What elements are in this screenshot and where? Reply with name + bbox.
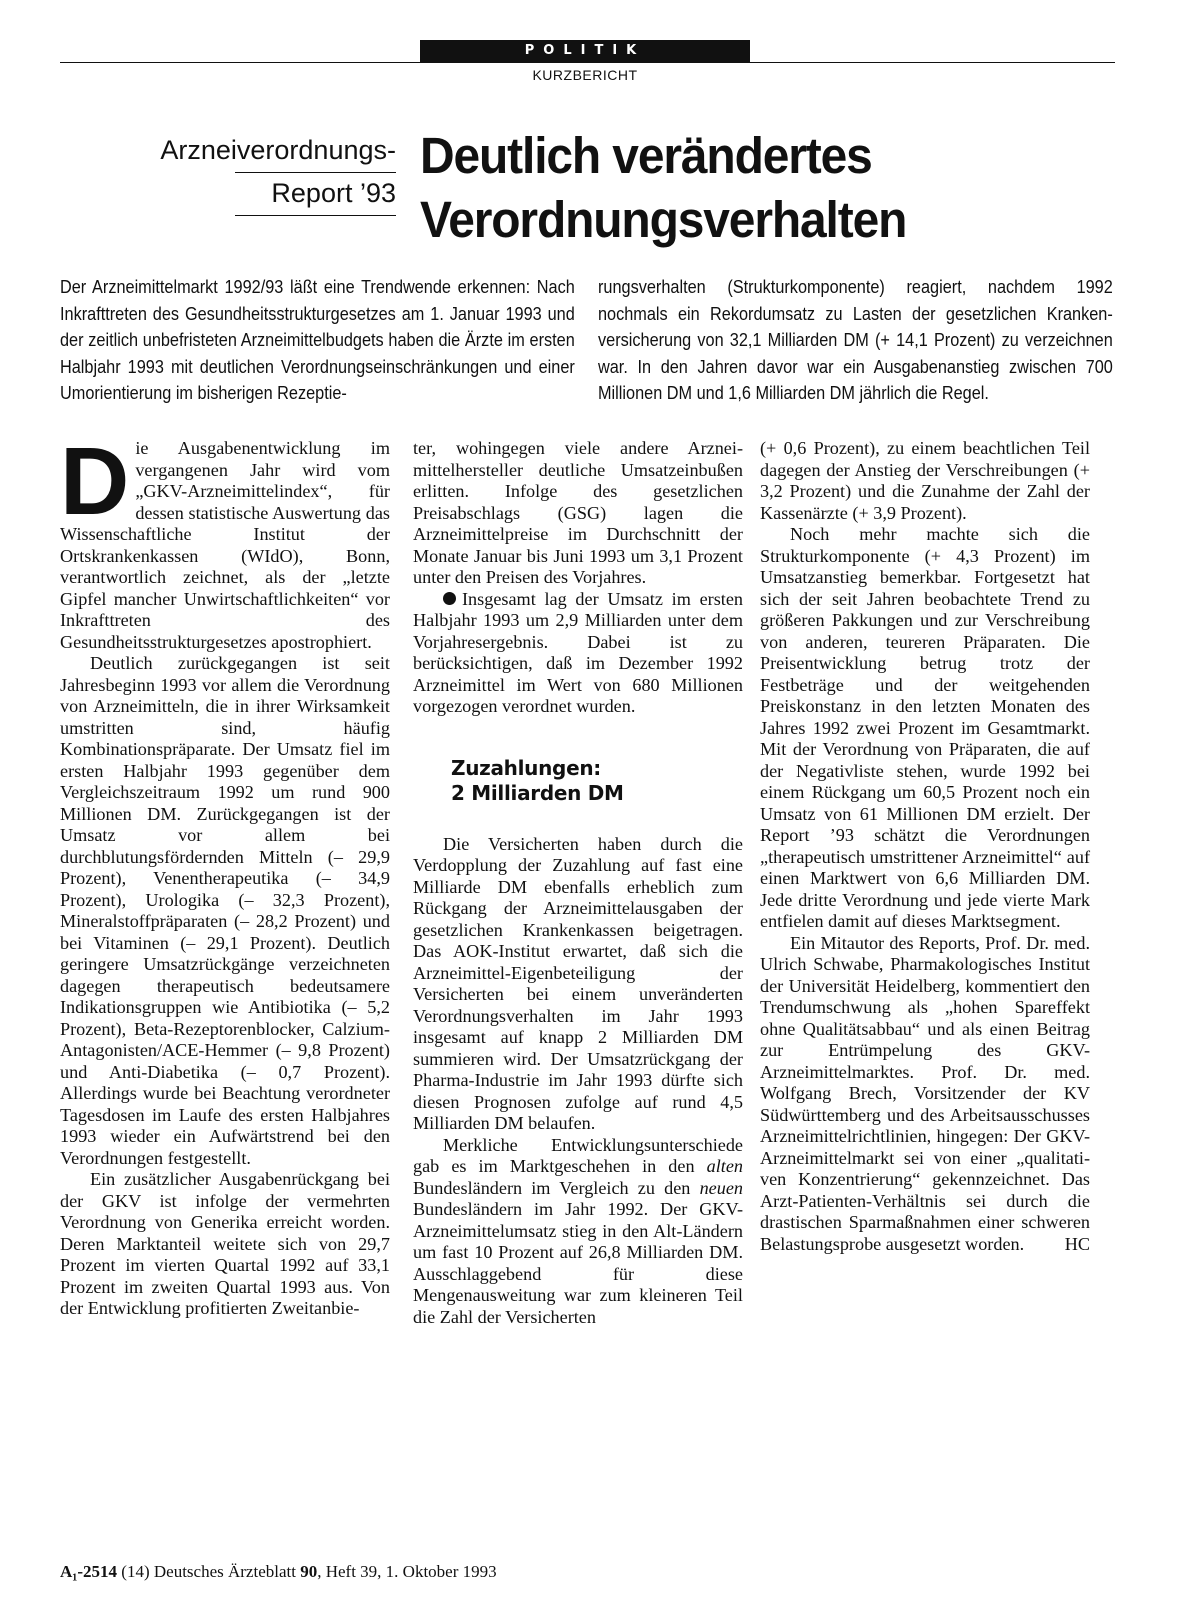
column-3 — [760, 438, 1090, 1255]
column-1 — [60, 428, 390, 1320]
paragraph — [413, 1135, 743, 1329]
bullet-icon — [443, 592, 456, 605]
paragraph-text: Ein Mitautor des Reports, Prof. Dr. med. Ulrich Schwabe, Pharmakologisches Institut der Universität Heidelberg, kommentiert den Trendumschwung als „hohen Spareffekt ohne Qualitätsabbau“ und als einen Beitrag zur Entrümpelung des GKV-Arzneimittelmarktes. Prof. Dr. med. Wolfgang Brech, Vorsitzender der KV Südwürttemberg und des Arbeitsausschusses Arzneimittelrichtlinien, hingegen: Der GKV-Arzneimittelmarkt sei von einer „qualitativen Konzentrierung“ gekennzeichnet. Das Arzt-Patienten-Verhältnis sei durch die drastischen Sparmaßnahmen einer schweren Belastungsprobe ausgesetzt worden. — [760, 932, 1090, 1254]
paragraph-text: ie Ausgabenentwicklung im vergangenen Jahr wird vom „GKV-Arzneimittelindex“, für dessen statistische Auswertung das Wissenschaftliche Institut der Ortskrankenkassen (WIdO), Bonn, verantwortlich zeichnet, als der „letzte Gipfel mancher Unwirtschaftlichkeiten“ vor Inkrafttreten des Gesundheitsstrukturgesetzes apostrophiert. — [60, 438, 390, 652]
author-signature: HC — [1064, 1233, 1090, 1254]
headline-line-2: Verordnungsverhalten — [420, 191, 907, 248]
paragraph — [760, 933, 1090, 1256]
column-2 — [413, 438, 743, 1328]
subheading-line-2: 2 Milliarden DM — [451, 780, 624, 805]
paragraph: Noch mehr machte sich die Strukturkomponente (+ 4,3 Prozent) im Umsatzanstieg bemerkbar. Fortgesetzt hat sich der seit Jahren beobachtete Trend zu größeren Pakkungen und zur Verschreibung von anderen, teureren Präparaten. Die Preisentwicklung betrug trotz der Festbeträge und der weitgehenden Preiskonstanz in den letzten Monaten des Jahres 1992 zwei Prozent im Gesamtmarkt. Mit der Verordnung von Präparaten, die auf der Negativliste stehen, wurde 1992 bei einem Rückgang um 60,5 Prozent noch ein Umsatz von 61 Millionen DM erzielt. Der Report ’93 schätzt die Verordnungen „therapeutisch umstrittener Arzneimittel“ auf einen Marktwert von 6,6 Milliarden DM. Jede dritte Verordnung und jede vierte Mark entfielen damit auf dieses Marktsegment. — [760, 524, 1090, 931]
subheading — [451, 756, 743, 806]
issue-number: (14) — [121, 1562, 150, 1581]
text-run: Merkliche Entwicklungsunterschiede gab es im Marktgeschehen in den — [413, 1134, 743, 1176]
volume: 90 — [300, 1562, 318, 1581]
lead-right: rungsverhalten (Strukturkomponente) reagiert, nachdem 1992 nochmals ein Rekordumsatz zu Lasten der gesetzlichen Krankenversicherung von 32,1 Milliarden DM (+ 14,1 Prozent) zu verzeichnen war. In den Jahren davor war ein Ausgabenanstieg zwischen 700 Millionen DM und 1,6 Milliarden DM jährlich die Regel. — [598, 276, 1113, 403]
headline-line-1: Deutlich verändertes — [420, 127, 872, 184]
page-footer — [60, 1562, 497, 1582]
drop-cap: D — [60, 428, 130, 535]
text-run: Bundesländern im Vergleich zu den — [413, 1177, 700, 1198]
article-kind: KURZBERICHT — [532, 67, 638, 83]
page-number: A₁-2514 — [60, 1562, 118, 1581]
emphasis: alten — [706, 1156, 743, 1176]
subheading-line-1: Zuzahlungen: — [451, 755, 601, 780]
paragraph: ter, wohingegen viele andere Arzneimittelhersteller deutliche Umsatzeinbußen erlitten. Infolge des gesetzlichen Preisabschlags (GSG) lagen die Arzneimittelpreise im Durchschnitt der Monate Januar bis Juni 1993 um 3,1 Prozent unter den Preisen des Vorjahres. — [413, 438, 743, 587]
paragraph-text: Insgesamt lag der Umsatz im ersten Halbjahr 1993 um 2,9 Milliarden unter dem Vorjahresergebnis. Dabei ist zu berücksichtigen, daß im Dezember 1992 Arzneimittel im Wert von 680 Millionen vorgezogen verordnet wurden. — [413, 588, 743, 716]
lead-left: Der Arzneimittelmarkt 1992/93 läßt eine Trendwende erkennen: Nach Inkrafttreten des Gesundheitsstrukturgesetzes am 1. Januar 1993 und der zeitlich unbefristeten Arzneimittelbudgets haben die Ärzte im ersten Halbjahr 1993 mit deutlichen Verordnungseinschränkungen und einer Umorientierung im bisherigen Rezeptie- — [60, 276, 575, 403]
headline — [420, 124, 1097, 252]
paragraph: Deutlich zurückgegangen ist seit Jahresbeginn 1993 vor allem die Verordnung von Arzneimitteln, die in ihrer Wirksamkeit umstritten sind, häufig Kombinationspräparate. Der Umsatz fiel im ersten Halbjahr 1993 gegenüber dem Vergleichszeitraum 1992 um rund 900 Millionen DM. Zurückgegangen ist der Umsatz vor allem bei durchblutungsfördernden Mitteln (– 29,9 Prozent), Venentherapeutika (– 34,9 Prozent), Urologika (– 32,3 Prozent), Mineralstoffpräparaten (– 28,2 Prozent) und bei Vitaminen (– 29,1 Prozent). Deutlich geringere Umsatzrückgänge verzeichneten dagegen therapeutisch bedeutsamere Indikationsgruppen wie Antibiotika (– 5,2 Prozent), Beta-Rezeptorenblocker, Calzium-Antagonisten/ACE-Hemmer (– 9,8 Prozent) und Anti-Diabetika (– 0,7 Prozent). Allerdings wurde bei Beachtung verordneter Tagesdosen im Laufe des ersten Halbjahres 1993 wieder ein Aufwärtstrend bei den Verordnungen festgestellt. — [60, 653, 390, 1168]
paragraph — [60, 428, 390, 653]
kicker-line-1: Arzneiverordnungs- — [160, 135, 396, 165]
issue-date: , Heft 39, 1. Oktober 1993 — [317, 1562, 497, 1581]
text-run: Bundesländern im Jahr 1992. Der GKV-Arzneimittelumsatz stieg in den Alt-Ländern um fast 10 Prozent auf 26,8 Milliarden DM. Ausschlaggebend für diese Mengenausweitung war zum kleineren Teil die Zahl der Versicherten — [413, 1199, 743, 1327]
kicker — [80, 130, 396, 216]
paragraph: Ein zusätzlicher Ausgabenrückgang bei der GKV ist infolge der vermehrten Verordnung von Generika erreicht worden. Deren Marktanteil weitete sich von 29,7 Prozent im vierten Quartal 1992 auf 33,1 Prozent im zweiten Quartal 1993 aus. Von der Entwicklung profitierten Zweitanbie- — [60, 1169, 390, 1318]
paragraph: Die Versicherten haben durch die Verdopplung der Zuzahlung auf fast eine Milliarde DM ebenfalls erheblich zum Rückgang der Arzneimittelausgaben der gesetzlichen Krankenkassen beigetragen. Das AOK-Institut erwartet, daß sich die Arzneimittel-Eigenbeteiligung der Versicherten bei einem unveränderten Verordnungsverhalten im Jahr 1993 insgesamt auf knapp 2 Milliarden DM summieren wird. Der Umsatzrückgang der Pharma-Industrie im Jahr 1993 dürfte sich diesen Prognosen zufolge auf rund 4,5 Milliarden DM belaufen. — [413, 833, 743, 1133]
paragraph — [413, 589, 743, 718]
top-rule — [60, 62, 1115, 63]
paragraph: (+ 0,6 Prozent), zu einem beachtlichen Teil dagegen der Anstieg der Verschreibungen (+ 3,2 Prozent) und die Zunahme der Zahl der Kassenärzte (+ 3,9 Prozent). — [760, 438, 1090, 523]
emphasis: neuen — [699, 1177, 743, 1198]
kicker-line-2: Report ’93 — [235, 172, 396, 216]
section-rubric: POLITIK — [420, 40, 750, 62]
journal-name: Deutsches Ärzteblatt — [153, 1562, 296, 1581]
